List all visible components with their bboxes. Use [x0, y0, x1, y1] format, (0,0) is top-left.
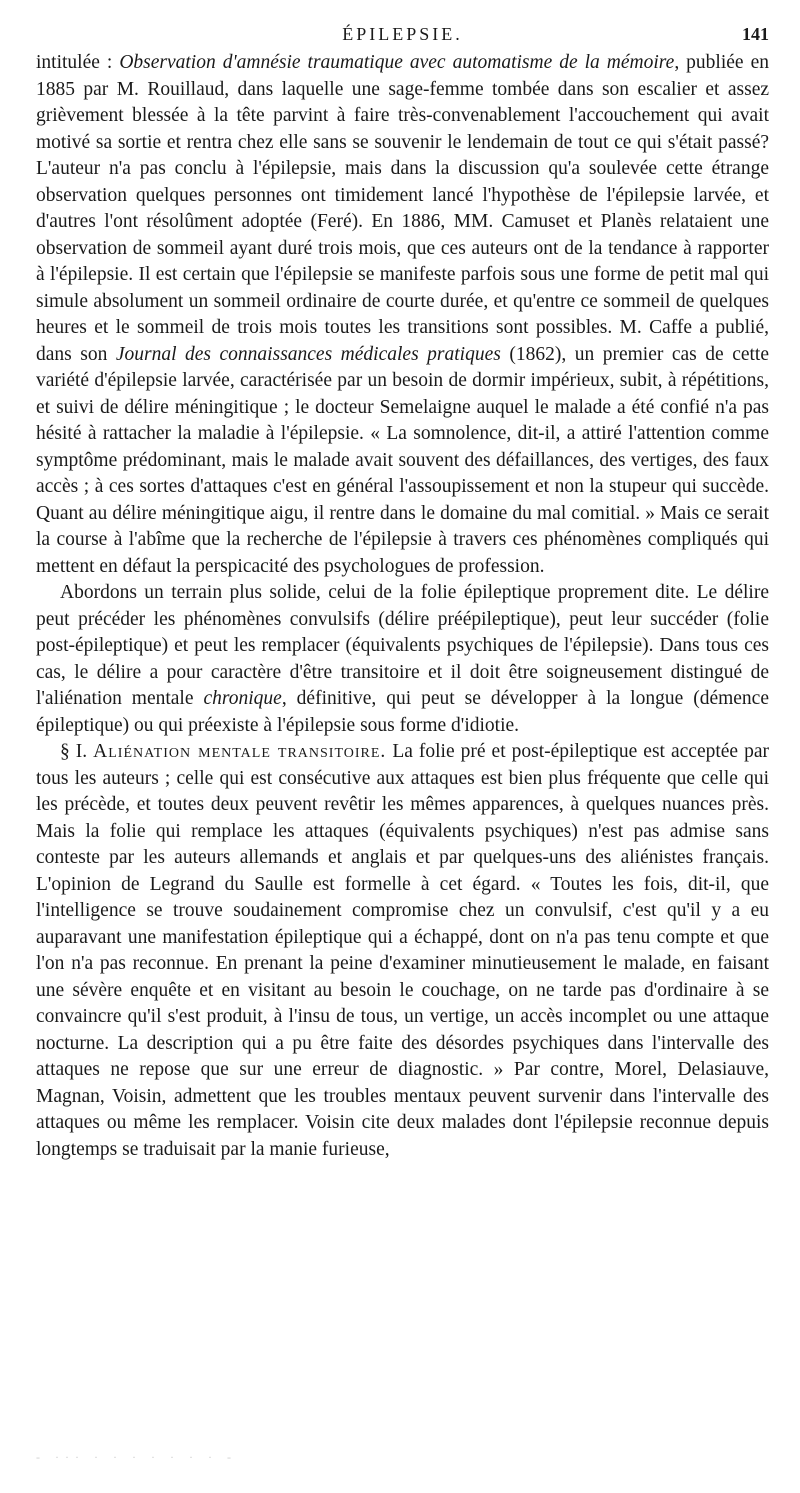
paragraph-3	[36, 739, 769, 1163]
text-segment: Journal des connaissances médicales pratiques	[115, 343, 501, 365]
text-segment: § I.	[60, 741, 94, 762]
paragraph-2	[36, 580, 769, 739]
text-segment: La folie pré et post-épileptique est acceptée par tous les auteurs ; celle qui est consécutive aux attaques est bien plus fréquente que celle qui les précède, et toutes deux peuvent revêtir les mêmes apparences, à quelques nuances près. Mais la folie qui remplace les attaques (équivalents psychiques) n'est pas admise sans conteste par les auteurs allemands et anglais et par quelques-uns des aliénistes français. L'opinion de Legrand du Saulle est formelle à cet égard. « Toutes les fois, dit-il, que l'intelligence se trouve soudainement compromise chez un convulsif, c'est qu'il y a eu auparavant une manifestation épileptique qui a échappé, dont on n'a pas tenu compte et que l'on n'a pas reconnue. En prenant la peine d'examiner minutieusement le malade, en faisant une sévère enquête et en visitant au besoin le couchage, on ne tarde pas d'ordinaire à se convaincre qu'il s'est produit, à l'insu de tous, un vertige, un accès incomplet ou une attaque nocturne. La description qui a pu être faite des désordes psychiques dans l'intervalle des attaques ne repose que sur une erreur de diagnostic. » Par contre, Morel, Delasiauve, Magnan, Voisin, admettent que les troubles mentaux peuvent survenir dans l'intervalle des attaques ou même les remplacer. Voisin cite deux malades dont l'épilepsie reconnue depuis longtemps se traduisait par la manie furieuse,	[36, 741, 769, 1160]
text-segment: chronique	[203, 688, 282, 709]
text-segment: Aliénation mentale transitoire.	[93, 741, 387, 762]
book-page	[36, 0, 769, 1493]
text-segment: intitulée :	[36, 52, 120, 73]
text-segment: Observation d'amnésie traumatique avec automatisme de la mémoire	[119, 52, 675, 73]
body-text	[36, 50, 769, 1163]
text-segment: Abordons un terrain plus solide, celui de la folie épileptique proprement dite. Le délire peut précéder les phénomènes convulsifs (délire préépileptique), peut leur succéder (folie post-épileptique) et peut les remplacer (équivalents psychiques de l'épilepsie). Dans tous ces cas, le délire a pour caractère d'être transitoire et il doit être soigneusement distingué de l'aliénation mentale	[36, 582, 769, 709]
page-header	[36, 0, 769, 50]
paragraph-1	[36, 50, 769, 580]
running-title: ÉPILEPSIE.	[342, 24, 463, 44]
page-footer-marks: - ··· · · · · · · · -	[36, 1450, 237, 1464]
text-segment: , publiée en 1885 par M. Rouillaud, dans laquelle une sage-femme tombée dans son escalier et assez grièvement blessée à la tête parvint à faire très-convenablement l'accouchement qui avait motivé sa sortie et rentra chez elle sans se souvenir le lendemain de tout ce qui s'était passé? L'auteur n'a pas conclu à l'épilepsie, mais dans la discussion qu'a soulevée cette étrange observation quelques personnes ont timidement lancé l'hypothèse de l'épilepsie larvée, et d'autres l'ont résolûment adoptée (Feré). En 1886, MM. Camuset et Planès relataient une observation de sommeil ayant duré trois mois, que ces auteurs ont de la tendance à rapporter à l'épilepsie. Il est certain que l'épilepsie se manifeste parfois sous une forme de petit mal qui simule absolument un sommeil ordinaire de courte durée, et qu'entre ce sommeil de quelques heures et le sommeil de trois mois toutes les transitions sont possibles. M. Caffe a publié, dans son	[36, 52, 769, 365]
text-segment: (1862), un premier cas de cette variété d'épilepsie larvée, caractérisée par un besoin de dormir impérieux, subit, à répétitions, et suivi de délire méningitique ; le docteur Semelaigne auquel le malade a été confié n'a pas hésité à rattacher la maladie à l'épilepsie. « La somnolence, dit-il, a attiré l'attention comme symptôme prédominant, mais le malade avait souvent des défaillances, des vertiges, des faux accès ; à ces sortes d'attaques c'est en général l'assoupissement et non la stupeur qui succède. Quant au délire méningitique aigu, il rentre dans le domaine du mal comitial. » Mais ce serait la course à l'abîme que la recherche de l'épilepsie à travers ces phénomènes compliqués qui mettent en défaut la perspicacité des psychologues de profession.	[36, 343, 769, 577]
page-number: 141	[742, 24, 769, 44]
text-segment: , définitive, qui peut se développer à la longue (démence épileptique) ou qui préexiste à l'épilepsie sous forme d'idiotie.	[36, 688, 769, 736]
